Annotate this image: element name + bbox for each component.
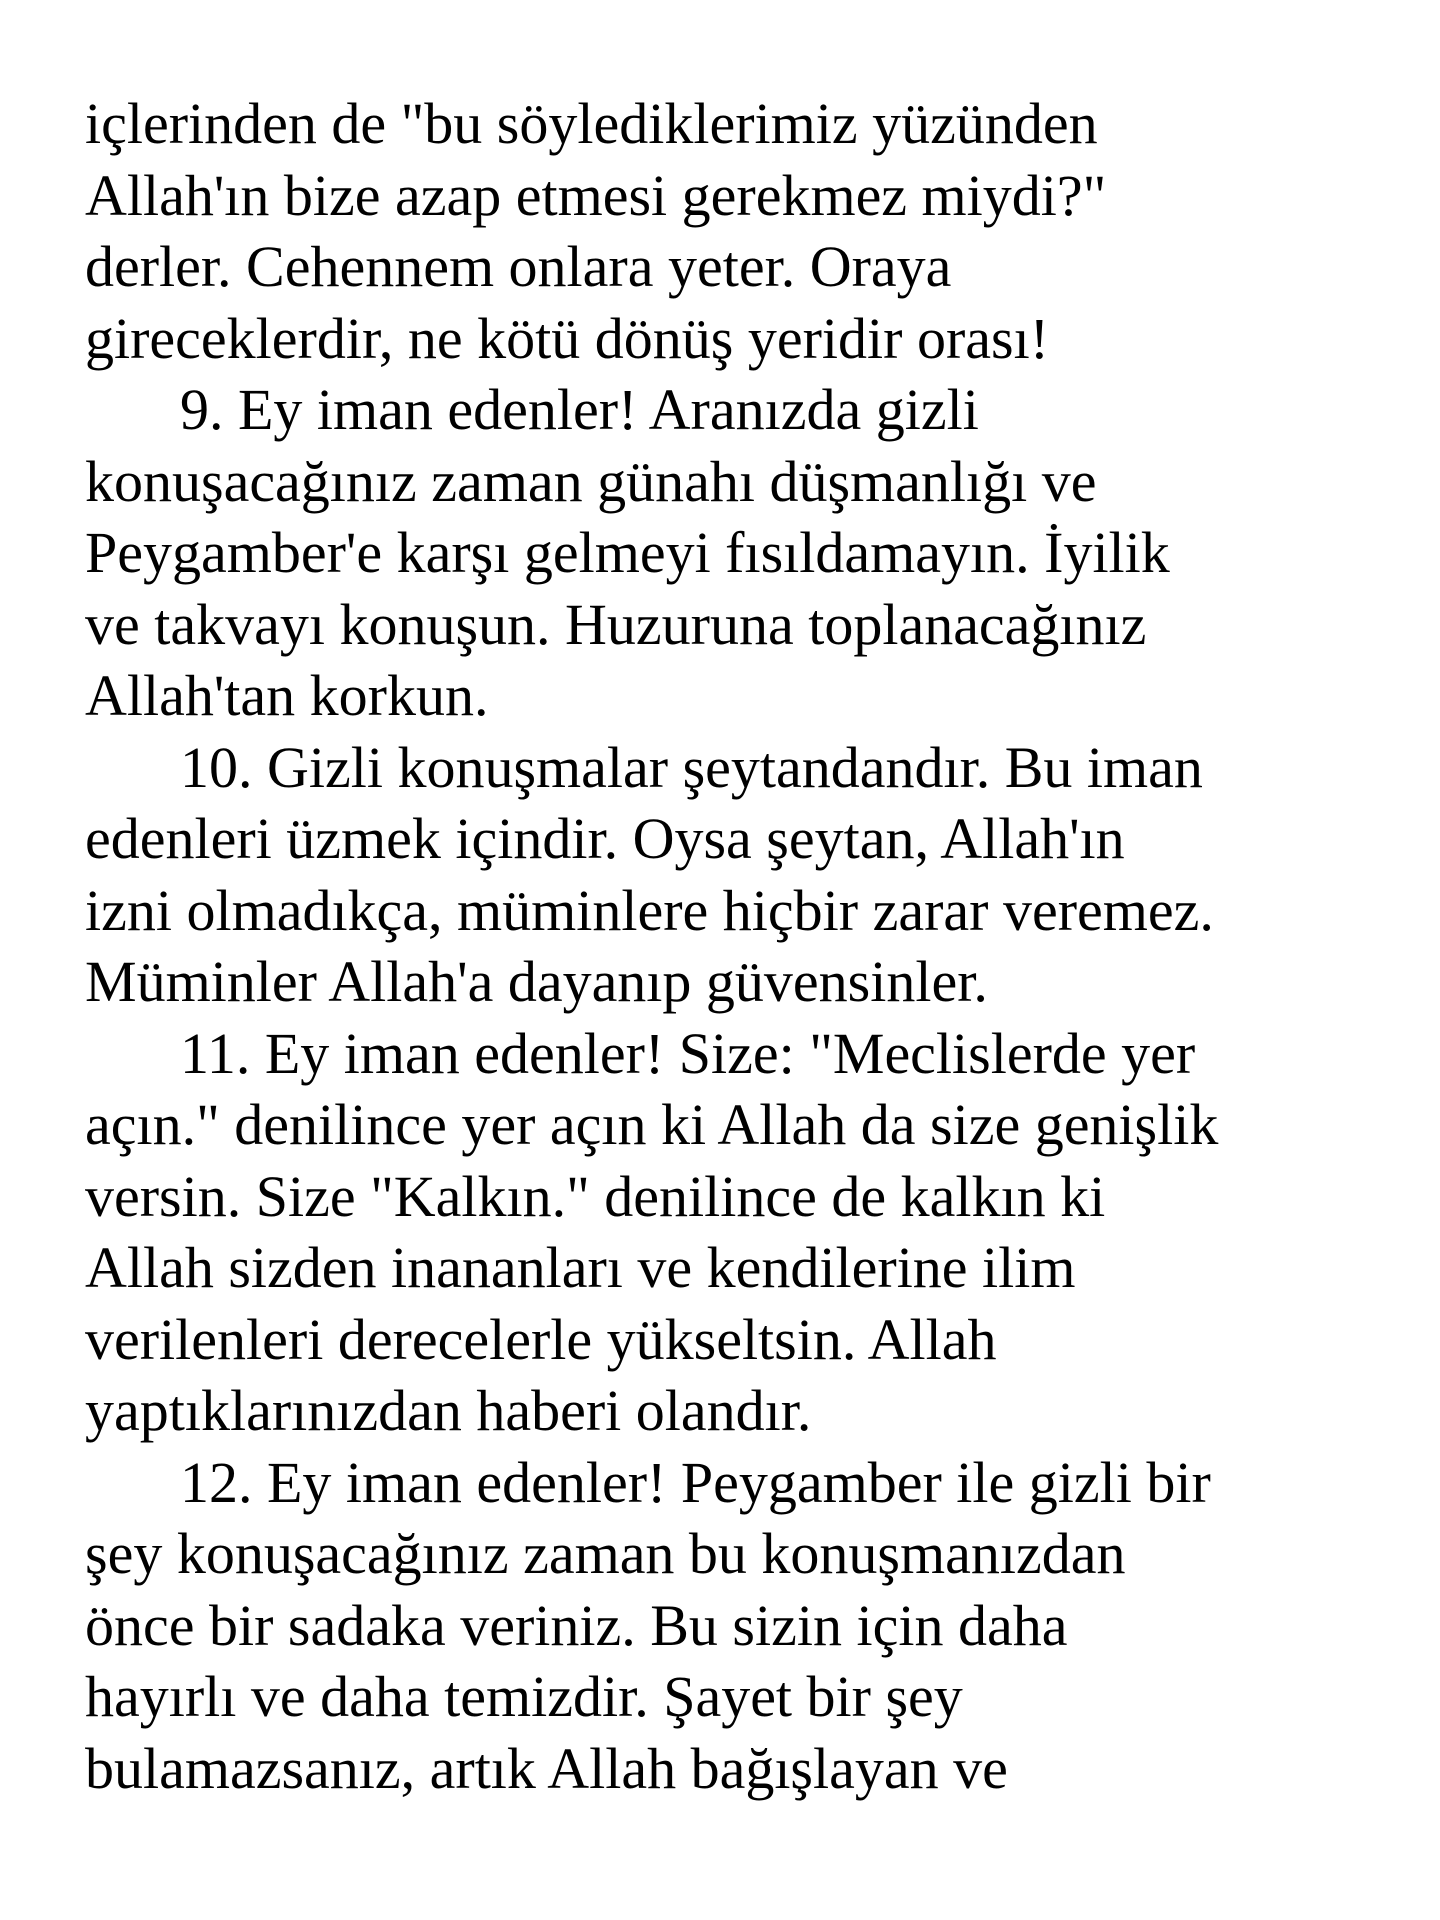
text-line: edenleri üzmek içindir. Oysa şeytan, Allah'ın — [85, 806, 1125, 871]
text-line: Müminler Allah'a dayanıp güvensinler. — [85, 949, 988, 1014]
text-line: verilenleri derecelerle yükseltsin. Allah — [85, 1306, 997, 1372]
text-line: derler. Cehennem onlara yeter. Oraya — [85, 234, 952, 299]
text-line: Allah'tan korkun. — [85, 663, 489, 728]
verse-12-start: 12. Ey iman edenler! Peygamber ile gizli bir — [180, 1449, 1211, 1515]
text-line: bulamazsanız, artık Allah bağışlayan ve — [85, 1735, 1008, 1801]
verse-9-start: 9. Ey iman edenler! Aranızda gizli — [180, 377, 979, 442]
text-line: konuşacağınız zaman günahı düşmanlığı ve — [85, 448, 1097, 514]
text-line: hayırlı ve daha temizdir. Şayet bir şey — [85, 1664, 963, 1729]
text-line: izni olmadıkça, müminlere hiçbir zarar veremez. — [85, 877, 1214, 943]
text-line: önce bir sadaka veriniz. Bu sizin için daha — [85, 1592, 1068, 1658]
text-line: Allah sizden inananları ve kendilerine ilim — [85, 1235, 1076, 1300]
text-line: Peygamber'e karşı gelmeyi fısıldamayın. İyilik — [85, 520, 1170, 585]
text-line: şey konuşacağınız zaman bu konuşmanızdan — [85, 1521, 1126, 1586]
text-line: Allah'ın bize azap etmesi gerekmez miydi?" — [85, 162, 1107, 228]
text-line: açın." denilince yer açın ki Allah da size genişlik — [85, 1092, 1219, 1157]
body-text — [85, 88, 1415, 1804]
text-line: içlerinden de "bu söylediklerimiz yüzünden — [85, 91, 1098, 156]
verse-10-start: 10. Gizli konuşmalar şeytandandır. Bu iman — [180, 734, 1203, 800]
verse-11-start: 11. Ey iman edenler! Size: "Meclislerde yer — [180, 1020, 1196, 1086]
text-line: versin. Size "Kalkın." denilince de kalkın ki — [85, 1163, 1106, 1229]
text-line: ve takvayı konuşun. Huzuruna toplanacağınız — [85, 591, 1147, 657]
text-line: gireceklerdir, ne kötü dönüş yeridir orası! — [85, 305, 1050, 371]
text-line: yaptıklarınızdan haberi olandır. — [85, 1378, 812, 1443]
